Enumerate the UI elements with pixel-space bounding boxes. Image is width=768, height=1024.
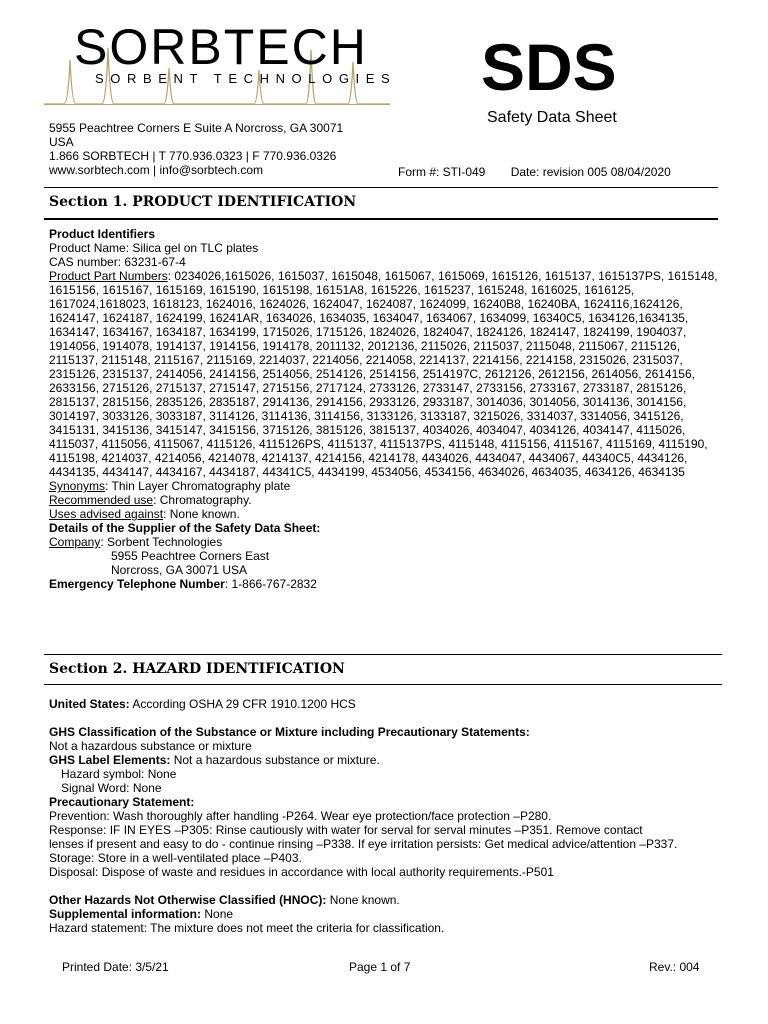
divider	[44, 684, 722, 685]
part-numbers-label: Product Part Numbers	[49, 269, 168, 283]
us-label: United States:	[49, 697, 130, 711]
address-line: 5955 Peachtree Corners E Suite A Norcross, GA 30071	[49, 121, 344, 135]
divider	[44, 218, 718, 220]
logo-tagline: SORBENT TECHNOLOGIES	[95, 71, 397, 86]
hnoc-value: None known.	[326, 893, 400, 907]
recommended-use-label: Recommended use	[49, 493, 154, 507]
sds-subtitle: Safety Data Sheet	[487, 109, 617, 126]
synonyms-label: Synonyms	[49, 479, 106, 493]
company-address-line-2: Norcross, GA 30071 USA	[111, 563, 248, 577]
synonyms	[49, 479, 721, 493]
ghs-label-elements-value: Not a hazardous substance or mixture.	[170, 753, 380, 767]
synonyms-value: : Thin Layer Chromatography plate	[105, 479, 291, 493]
disposal: Disposal: Dispose of waste and residues in accordance with local authority requirements.-P501	[49, 865, 554, 879]
company-value: : Sorbent Technologies	[100, 535, 223, 549]
us-value: According OSHA 29 CFR 1910.1200 HCS	[129, 697, 356, 711]
form-number: Form #: STI-049	[398, 165, 486, 179]
supplemental-label: Supplemental information:	[49, 907, 202, 921]
revision-number: Rev.: 004	[649, 960, 700, 974]
address-line: USA	[49, 135, 74, 149]
storage: Storage: Store in a well-ventilated place –P403.	[49, 851, 302, 865]
emergency-phone	[49, 577, 721, 591]
emergency-value: : 1-866-767-2832	[224, 577, 317, 591]
response-line-1: Response: IF IN EYES –P305: Rinse cautiously with water for serval for serval minutes –P351. Remove contact	[49, 823, 643, 837]
contact-line: 1.866 SORBTECH | T 770.936.0323 | F 770.936.0326	[49, 149, 337, 163]
part-numbers-list: : 0234026,1615026, 1615037, 1615048, 1615067, 1615069, 1615126, 1615137, 1615137PS, 1615148, 1615156, 1615167, 1615169, 1615190, 1615198, 16151A8, 1615226, 1615237, 1615248, 1616025, 1616125, 1617024,1618023, 1618123, 1624016, 1624026, 1624047, 1624087, 1624099, 16240B8, 16240BA, 1624116,1624126, 1624147, 1624187, 1624199, 16241AR, 1634026, 1634035, 1634047, 1634067, 1634099, 16340C5, 1634126,1634135, 1634147, 1634167, 1634187, 1634199, 1715026, 1715126, 1824026, 1824047, 1824126, 1824147, 1824199, 1904037, 1914056, 1914078, 1914137, 1914156, 1914178, 2011132, 2012136, 2115026, 2115037, 2115048, 2115067, 2115126, 2115137, 2115148, 2115167, 2115169, 2214037, 2214056, 2214058, 2214137, 2214156, 2214158, 2315026, 2315037, 2315126, 2315137, 2414056, 2414156, 2514056, 2514126, 2514156, 2514197C, 2612126, 2612156, 2614056, 2614156, 2633156, 2715126, 2715137, 2715147, 2715156, 2717124, 2733126, 2733147, 2733156, 2733167, 2733187, 2815126, 2815137, 2815156, 2835126, 2835187, 2914136, 2914156, 2933126, 2933187, 3014036, 3014056, 3014136, 3014156, 3014197, 3033126, 3033187, 3114126, 3114136, 3114156, 3133126, 3133187, 3215026, 3314037, 3314056, 3415126, 3415131, 3415136, 3415147, 3415156, 3715126, 3815126, 3815137, 4034026, 4034047, 4034126, 4034147, 4115026, 4115037, 4115056, 4115067, 4115126, 4115126PS, 4115137, 4115137PS, 4115148, 4115156, 4115167, 4115169, 4115190, 4115198, 4214037, 4214056, 4214078, 4214137, 4214156, 4214178, 4434026, 4434047, 4434067, 44340C5, 4434126, 4434135, 4434147, 4434167, 4434187, 44341C5, 4434199, 4534056, 4534156, 4634026, 4634035, 4634126, 4634135	[49, 269, 718, 479]
ghs-label-elements-label: GHS Label Elements:	[49, 753, 171, 767]
form-info	[398, 165, 693, 179]
divider	[44, 654, 722, 655]
section-2-title: Section 2. HAZARD IDENTIFICATION	[49, 661, 345, 677]
cas-number: CAS number: 63231-67-4	[49, 255, 186, 269]
product-name: Product Name: Silica gel on TLC plates	[49, 241, 259, 255]
uses-advised-against-value: : None known.	[163, 507, 240, 521]
company-address	[49, 121, 343, 177]
recommended-use	[49, 493, 721, 507]
recommended-use-value: : Chromatography.	[153, 493, 252, 507]
hnoc-label: Other Hazards Not Otherwise Classified (HNOC):	[49, 893, 327, 907]
divider	[44, 187, 718, 188]
precautionary-heading: Precautionary Statement:	[49, 795, 195, 809]
uses-advised-against-label: Uses advised against	[49, 507, 164, 521]
supplemental-value: None	[201, 907, 234, 921]
supplier-heading: Details of the Supplier of the Safety Data Sheet:	[49, 521, 321, 535]
page-number: Page 1 of 7	[349, 960, 411, 974]
company-label: Company	[49, 535, 101, 549]
product-identifiers-heading: Product Identifiers	[49, 227, 156, 241]
logo-wordmark: SORBTECH	[74, 19, 368, 75]
revision-date: Date: revision 005 08/04/2020	[510, 165, 671, 179]
sds-title: SDS	[481, 30, 617, 104]
not-hazardous: Not a hazardous substance or mixture	[49, 739, 252, 753]
section-2-other	[49, 893, 721, 935]
company-address-line-1: 5955 Peachtree Corners East	[111, 549, 270, 563]
printed-date: Printed Date: 3/5/21	[62, 960, 169, 974]
company	[49, 535, 721, 549]
section-1-body	[49, 227, 721, 591]
section-2-us	[49, 697, 721, 711]
section-1-title: Section 1. PRODUCT IDENTIFICATION	[49, 194, 357, 210]
section-2-body	[49, 725, 721, 879]
emergency-label: Emergency Telephone Number	[49, 577, 225, 591]
hazard-statement: Hazard statement: The mixture does not meet the criteria for classification.	[49, 921, 445, 935]
web-line: www.sorbtech.com | info@sorbtech.com	[49, 163, 264, 177]
prevention: Prevention: Wash thoroughly after handling -P264. Wear eye protection/face protection –P280.	[49, 809, 552, 823]
ghs-classification-heading: GHS Classification of the Substance or Mixture including Precautionary Statements:	[49, 725, 530, 739]
signal-word: Signal Word: None	[61, 781, 162, 795]
logo-baseline	[44, 104, 390, 105]
response-line-2: lenses if present and easy to do - continue rinsing –P338. If eye irritation persists: Get medical advice/attention –P337.	[49, 837, 678, 851]
uses-advised-against	[49, 507, 721, 521]
hazard-symbol: Hazard symbol: None	[61, 767, 177, 781]
part-numbers	[49, 269, 721, 479]
